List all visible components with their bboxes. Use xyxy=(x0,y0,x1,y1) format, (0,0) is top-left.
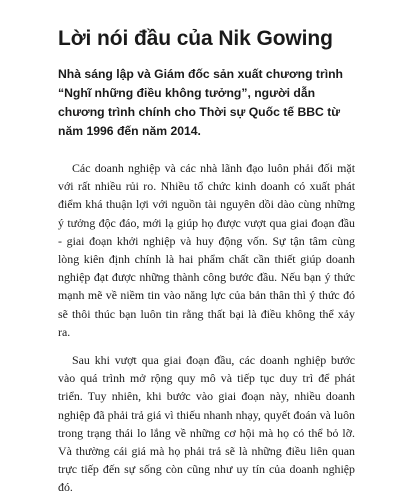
author-intro: Nhà sáng lập và Giám đốc sản xuất chương trình “Nghĩ những điều không tưởng”, người dẫn chương trình chính cho Thời sự Quốc tế BBC từ năm 1996 đến năm 2014. xyxy=(58,67,343,138)
page-title: Lời nói đầu của Nik Gowing xyxy=(58,27,333,50)
body-paragraph-2: Sau khi vượt qua giai đoạn đầu, các doanh nghiệp bước vào quá trình mở rộng quy mô và tiếp tục duy trì để phát triển. Tuy nhiên, khi bước vào giai đoạn này, nhiều doanh nghiệp đã phải trả giá vì thiếu nhanh nhạy, quyết đoán và luôn trong trạng thái lo lắng về những cơ hội mà họ có thể bỏ lỡ. Và thường cái giá mà họ phải trả sẽ là những điều liên quan trực tiếp đến sự sống còn cũng như uy tín của doanh nghiệp đó. xyxy=(58,353,355,495)
body-paragraph-1: Các doanh nghiệp và các nhà lãnh đạo luôn phải đối mặt với rất nhiều rủi ro. Nhiều tổ chức kinh doanh có xuất phát điểm khá thuận lợi với nguồn tài nguyên dồi dào cùng những ý tưởng độc đáo, mới lạ giúp họ được vượt qua giai đoạn đầu - giai đoạn khởi nghiệp và huy động vốn. Sự tận tâm cùng lòng kiên định chính là hai phẩm chất cần thiết giúp doanh nghiệp đạt được những thành công bước đầu. Nếu bạn ý thức mạnh mẽ về niềm tin vào năng lực của bản thân thì ý thức đó sẽ thôi thúc bạn luôn tin rằng thất bại là điều không thể xảy ra. xyxy=(58,161,355,339)
